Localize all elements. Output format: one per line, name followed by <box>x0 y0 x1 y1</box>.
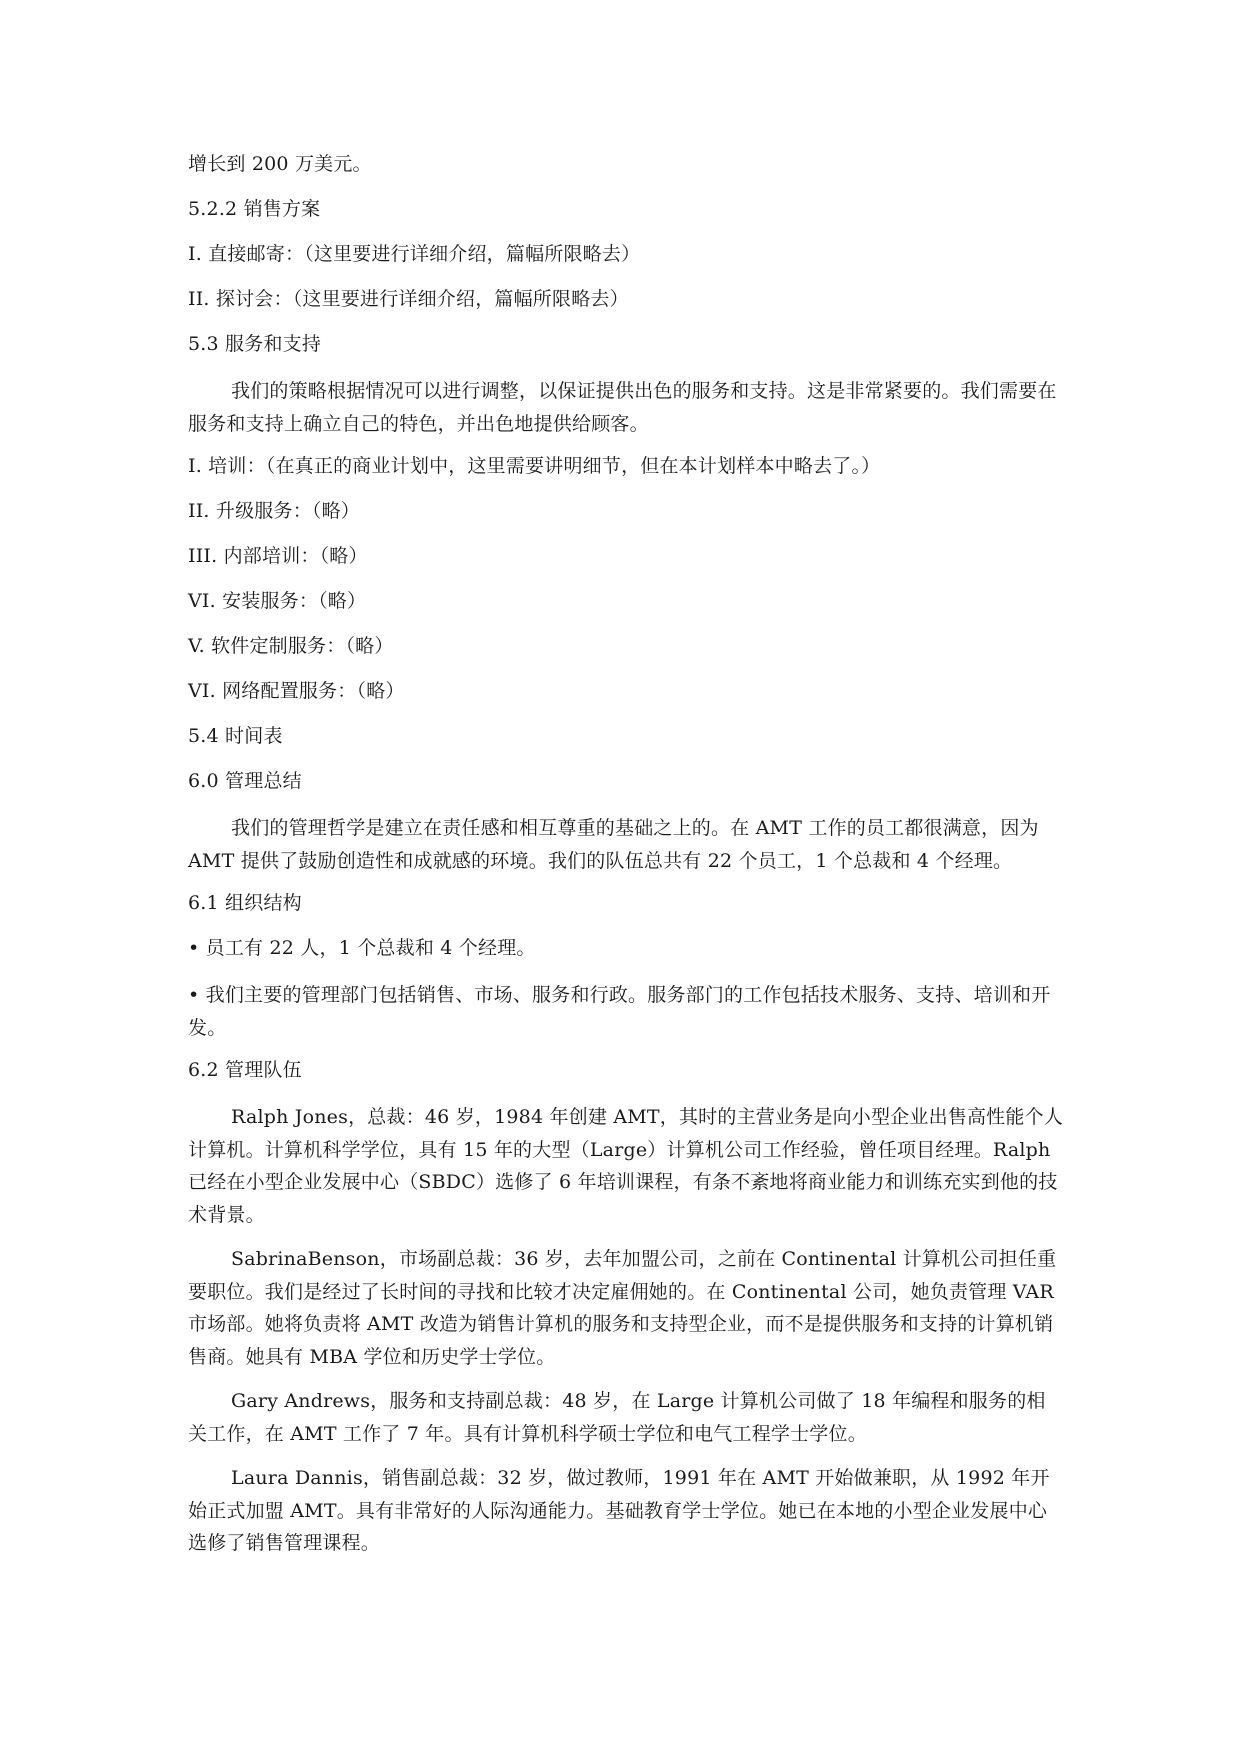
paragraph-sabrina-benson: SabrinaBenson，市场副总裁：36 岁，去年加盟公司，之前在 Continental 计算机公司担任重要职位。我们是经过了长时间的寻找和比较才决定雇佣她的。在 Continental 公司，她负责管理 VAR 市场部。她将负责将 AMT 改造为销售计算机的服务和支持型企业，而不是提供服务和支持的计算机销售商。她具有 MBA 学位和历史学士学位。 <box>188 1248 1057 1368</box>
list-item-training: I. 培训：（在真正的商业计划中，这里需要讲明细节，但在本计划样本中略去了。） <box>188 455 881 477</box>
list-item-direct-mail: I. 直接邮寄：（这里要进行详细介绍，篇幅所限略去） <box>188 243 641 265</box>
document-page <box>188 150 1063 1572</box>
paragraph-ralph-jones: Ralph Jones，总裁：46 岁，1984 年创建 AMT，其时的主营业务是向小型企业出售高性能个人计算机。计算机科学学位，具有 15 年的大型（Large）计算机公司工作经验，曾任项目经理。Ralph 已经在小型企业发展中心（SBDC）选修了 6 年培训课程，有条不紊地将商业能力和训练充实到他的技术背景。 <box>188 1106 1063 1226</box>
heading-6-2: 6.2 管理队伍 <box>188 1059 302 1081</box>
heading-6-0: 6.0 管理总结 <box>188 770 302 792</box>
list-item-network: VI. 网络配置服务：（略） <box>188 680 405 702</box>
paragraph-revenue-growth: 增长到 200 万美元。 <box>188 153 372 175</box>
paragraph-laura-dannis: Laura Dannis，销售副总裁：32 岁，做过教师，1991 年在 AMT 开始做兼职，从 1992 年开始正式加盟 AMT。具有非常好的人际沟通能力。基础教育学士学位。她已在本地的小型企业发展中心选修了销售管理课程。 <box>188 1467 1050 1554</box>
paragraph-management-summary: 我们的管理哲学是建立在责任感和相互尊重的基础之上的。在 AMT 工作的员工都很满意，因为 AMT 提供了鼓励创造性和成就感的环境。我们的队伍总共有 22 个员工，1 个总裁和 4 个经理。 <box>188 817 1039 872</box>
heading-5-4: 5.4 时间表 <box>188 725 283 747</box>
paragraph-gary-andrews: Gary Andrews，服务和支持副总裁：48 岁，在 Large 计算机公司做了 18 年编程和服务的相关工作，在 AMT 工作了 7 年。具有计算机科学硕士学位和电气工程学士学位。 <box>188 1390 1046 1445</box>
bullet-staff-count: • 员工有 22 人，1 个总裁和 4 个经理。 <box>188 937 536 959</box>
list-item-upgrade: II. 升级服务：（略） <box>188 500 360 522</box>
heading-5-3: 5.3 服务和支持 <box>188 333 322 355</box>
heading-5-2-2: 5.2.2 销售方案 <box>188 198 321 220</box>
list-item-internal-training: III. 内部培训：（略） <box>188 545 368 567</box>
bullet-departments: • 我们主要的管理部门包括销售、市场、服务和行政。服务部门的工作包括技术服务、支持、培训和开发。 <box>188 984 1051 1039</box>
list-item-seminar: II. 探讨会：（这里要进行详细介绍，篇幅所限略去） <box>188 288 629 310</box>
list-item-custom-software: V. 软件定制服务：（略） <box>188 635 394 657</box>
list-item-install: VI. 安装服务：（略） <box>188 590 367 612</box>
heading-6-1: 6.1 组织结构 <box>188 892 302 914</box>
paragraph-service-strategy: 我们的策略根据情况可以进行调整，以保证提供出色的服务和支持。这是非常紧要的。我们需要在服务和支持上确立自己的特色，并出色地提供给顾客。 <box>188 380 1057 435</box>
